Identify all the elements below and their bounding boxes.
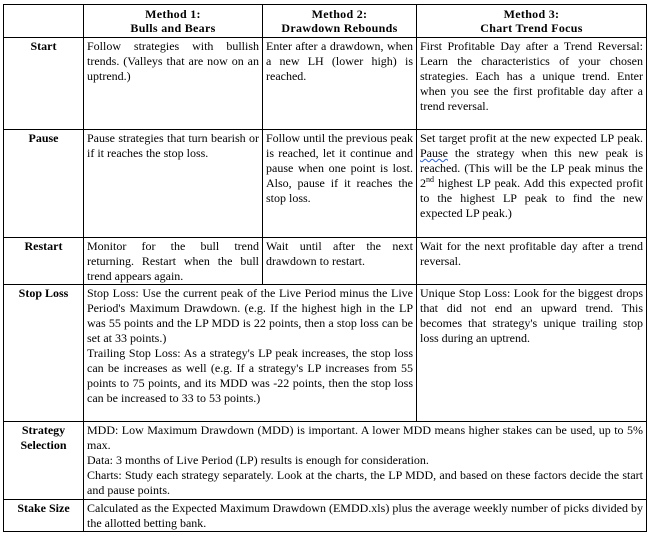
selection-mdd-text: MDD: Low Maximum Drawdown (MDD) is important. A lower MDD means higher stakes can be used, up to 5% max. — [87, 423, 643, 452]
start-method-2: Enter after a drawdown, when a new LH (lower high) is reached. — [263, 38, 417, 130]
method-2-number: Method 2: — [311, 7, 368, 21]
spellcheck-word: Pause — [420, 146, 448, 160]
row-pause — [4, 130, 647, 238]
row-start — [4, 38, 647, 130]
restart-method-2: Wait until after the next drawdown to restart. — [263, 238, 417, 285]
stop-loss-methods-1-2 — [84, 285, 417, 422]
pause-m3-text-1: Set target profit at the new expected LP peak. — [420, 131, 643, 145]
strategy-methods-table — [3, 4, 647, 532]
header-method-3 — [417, 5, 647, 38]
row-stop-loss — [4, 285, 647, 422]
restart-method-3: Wait for the next profitable day after a trend reversal. — [417, 238, 647, 285]
start-method-3: First Profitable Day after a Trend Reversal: Learn the characteristics of your chosen strategies. Each has a unique trend. Enter when you see the first profitable day after a trend reversal. — [417, 38, 647, 130]
row-label-selection: Selection — [20, 438, 67, 452]
restart-method-1: Monitor for the bull trend returning. Restart when the bull trend appears again. — [84, 238, 263, 285]
corner-cell — [4, 5, 84, 38]
stop-loss-method-3: Unique Stop Loss: Look for the biggest drops that did not end an upward trend. This becomes that strategy's unique trailing stop loss during an uptrend. — [417, 285, 647, 422]
header-method-2 — [263, 5, 417, 38]
ordinal-superscript: nd — [426, 175, 434, 184]
strategy-selection-content — [84, 422, 647, 500]
row-strategy-selection — [4, 422, 647, 500]
pause-m3-text-3: highest LP peak. Add this expected profit to the highest LP peak to find the new expected LP peak.) — [420, 176, 644, 220]
row-label-pause: Pause — [4, 130, 84, 238]
row-label-restart: Restart — [4, 238, 84, 285]
row-label-stake-size: Stake Size — [4, 500, 84, 532]
method-1-title: Bulls and Bears — [130, 21, 216, 35]
stop-loss-text: Stop Loss: Use the current peak of the Live Period minus the Live Period's Maximum Drawdown. (e.g. If the highest high in the LP was 55 points and the LP MDD is 22 points, then a stop loss can be set at 33 points.) — [87, 286, 413, 345]
start-method-1: Follow strategies with bullish trends. (Valleys that are now on an uptrend.) — [84, 38, 263, 130]
selection-data-text: Data: 3 months of Live Period (LP) results is enough for consideration. — [87, 453, 429, 467]
pause-method-2: Follow until the previous peak is reached, let it continue and pause when one point is lost. Also, pause if it reaches the stop loss. — [263, 130, 417, 238]
row-stake-size — [4, 500, 647, 532]
method-1-number: Method 1: — [145, 7, 201, 21]
row-label-start: Start — [4, 38, 84, 130]
method-3-title: Chart Trend Focus — [480, 21, 583, 35]
pause-method-1: Pause strategies that turn bearish or if it reaches the stop loss. — [84, 130, 263, 238]
trailing-stop-loss-text: Trailing Stop Loss: As a strategy's LP peak increases, the stop loss can be increases as well (e.g. If a strategy's LP increases from 55 points to 75 points, and its MDD was -22 points, then the stop loss can be increased to 33 to 53 points.) — [87, 346, 413, 405]
row-restart — [4, 238, 647, 285]
stake-size-content: Calculated as the Expected Maximum Drawdown (EMDD.xls) plus the average weekly number of picks divided by the allotted betting bank. — [84, 500, 647, 532]
pause-m3-text-2: the strategy when this new peak is reached. (This will be the LP peak minus the 2 — [420, 146, 644, 190]
row-label-stop-loss: Stop Loss — [4, 285, 84, 422]
selection-charts-text: Charts: Study each strategy separately. Look at the charts, the LP MDD, and based on these factors decide the start and pause points. — [87, 468, 643, 497]
row-label-strategy: Strategy — [21, 423, 66, 437]
header-method-1 — [84, 5, 263, 38]
header-row — [4, 5, 647, 38]
method-2-title: Drawdown Rebounds — [281, 21, 398, 35]
method-3-number: Method 3: — [503, 7, 560, 21]
pause-method-3 — [417, 130, 647, 238]
row-label-strategy-selection — [4, 422, 84, 500]
